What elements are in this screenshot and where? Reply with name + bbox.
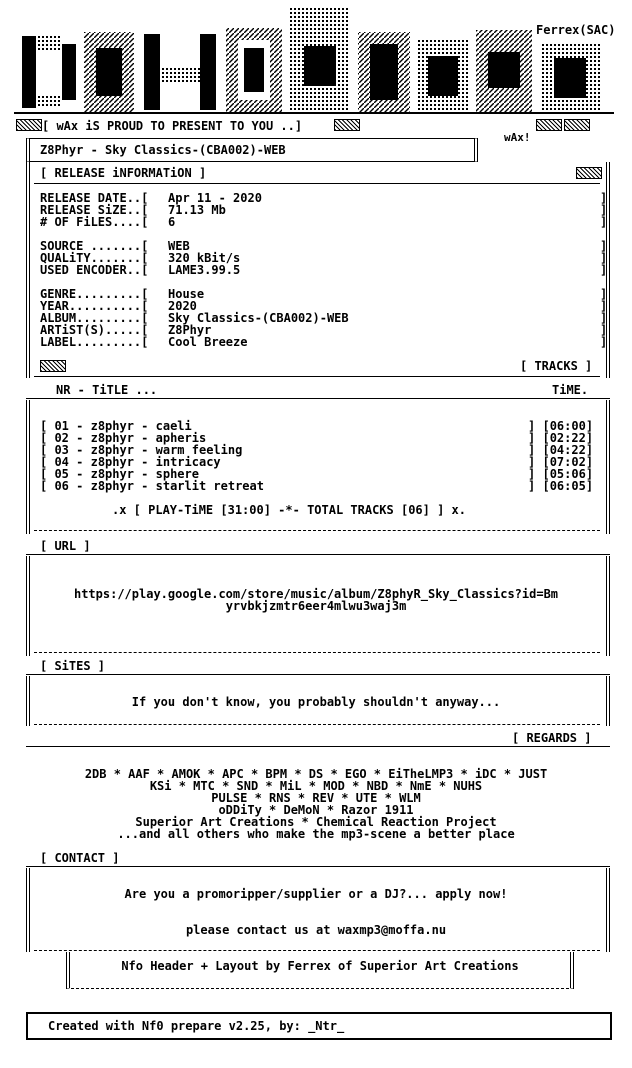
track-separator: - <box>68 479 91 493</box>
info-value: LAME3.99.5 <box>168 263 241 277</box>
divider <box>34 652 600 653</box>
tracks-col-title: NR - TiTLE ... <box>56 383 158 397</box>
release-title: Z8Phyr - Sky Classics-(CBA002)-WEB <box>40 143 286 157</box>
track-separator: - <box>68 467 91 481</box>
track-title: z8phyr - intricacy <box>90 455 221 469</box>
info-bracket: ] <box>600 203 608 217</box>
track-bracket: [ <box>40 479 55 493</box>
divider <box>34 530 600 531</box>
tracks-summary: .x [ PLAY-TiME [31:00] -*- TOTAL TRACKS [06] ] x. <box>112 503 467 517</box>
info-value: 6 <box>168 215 176 229</box>
track-bracket: [ <box>40 467 55 481</box>
hatch-deco <box>40 360 66 372</box>
info-label: RELEASE DATE..[ <box>40 191 149 205</box>
track-number: 03 <box>54 443 69 457</box>
track-bracket: [ <box>40 455 55 469</box>
track-number: 05 <box>54 467 69 481</box>
track-time: ] [06:05] <box>528 479 594 493</box>
regards-line: PULSE * RNS * REV * UTE * WLM <box>211 791 421 805</box>
divider <box>26 674 610 675</box>
info-bracket: ] <box>600 287 608 301</box>
track-time: ] [07:02] <box>528 455 594 469</box>
info-bracket: ] <box>600 299 608 313</box>
info-bracket: ] <box>600 263 608 277</box>
info-bracket: ] <box>600 215 608 229</box>
track-time-value: 02:22 <box>549 431 586 445</box>
track-separator: - <box>68 443 91 457</box>
track-number: 02 <box>54 431 69 445</box>
hatch-deco <box>576 167 602 179</box>
sites-text: If you don't know, you probably shouldn't anyway... <box>131 695 501 709</box>
regards-line: 2DB * AAF * AMOK * APC * BPM * DS * EGO * EiTheLMP3 * iDC * JUST <box>84 767 548 781</box>
contact-heading: [ CONTACT ] <box>40 851 120 865</box>
track-separator: - <box>68 455 91 469</box>
ferrex-credit: Ferrex(SAC) <box>536 23 616 37</box>
track-title: z8phyr - warm feeling <box>90 443 243 457</box>
info-label: ARTiST(S).....[ <box>40 323 149 337</box>
info-label: LABEL.........[ <box>40 335 149 349</box>
wax-ascii-logo <box>14 8 614 120</box>
track-time-value: 04:22 <box>549 443 586 457</box>
info-value: Z8Phyr <box>168 323 212 337</box>
track-number: 04 <box>54 455 69 469</box>
track-bracket: [ <box>40 431 55 445</box>
info-value: WEB <box>168 239 190 253</box>
info-label: QUALiTY.......[ <box>40 251 149 265</box>
track-separator: - <box>68 431 91 445</box>
divider <box>34 724 600 725</box>
track-title: z8phyr - sphere <box>90 467 199 481</box>
divider <box>34 950 600 951</box>
info-label: YEAR..........[ <box>40 299 149 313</box>
track-title: z8phyr - caeli <box>90 419 192 433</box>
hatch-deco <box>334 119 360 131</box>
info-label: SOURCE .......[ <box>40 239 149 253</box>
info-label: # OF FiLES....[ <box>40 215 149 229</box>
track-time-value: 05:06 <box>549 467 586 481</box>
info-label: GENRE.........[ <box>40 287 149 301</box>
track-time-value: 07:02 <box>549 455 586 469</box>
regards-heading: [ REGARDS ] <box>512 731 592 745</box>
track-time: ] [02:22] <box>528 431 594 445</box>
regards-line: Superior Art Creations * Chemical Reaction Project <box>135 815 497 829</box>
track-time: ] [06:00] <box>528 419 594 433</box>
regards-line: oDDiTy * DeMoN * Razor 1911 <box>218 803 414 817</box>
divider <box>34 376 600 377</box>
info-value: 320 kBit/s <box>168 251 241 265</box>
info-label: ALBUM.........[ <box>40 311 149 325</box>
info-bracket: ] <box>600 191 608 205</box>
info-value: House <box>168 287 205 301</box>
info-value: 2020 <box>168 299 197 313</box>
layout-credit: Nfo Header + Layout by Ferrex of Superior Art Creations <box>121 959 519 973</box>
release-info-heading: [ RELEASE iNFORMATiON ] <box>40 166 207 180</box>
info-value: Cool Breeze <box>168 335 248 349</box>
hatch-deco <box>16 119 42 131</box>
sites-heading: [ SiTES ] <box>40 659 106 673</box>
divider <box>26 746 610 747</box>
divider <box>26 398 610 399</box>
info-label: USED ENCODER..[ <box>40 263 149 277</box>
tracks-heading: [ TRACKS ] <box>520 359 593 373</box>
contact-box <box>26 868 610 952</box>
divider <box>26 554 610 555</box>
track-time-value: 06:00 <box>549 419 586 433</box>
track-number: 06 <box>54 479 69 493</box>
created-with: Created with Nf0 prepare v2.25, by: _Ntr_ <box>48 1019 345 1033</box>
info-bracket: ] <box>600 311 608 325</box>
track-title: z8phyr - starlit retreat <box>90 479 264 493</box>
regards-line: KSi * MTC * SND * MiL * MOD * NBD * NmE * NUHS <box>149 779 483 793</box>
track-row <box>40 480 602 492</box>
track-time: ] [05:06] <box>528 467 594 481</box>
info-bracket: ] <box>600 239 608 253</box>
divider <box>26 866 610 867</box>
track-time-value: 06:05 <box>549 479 586 493</box>
info-label: RELEASE SiZE..[ <box>40 203 149 217</box>
track-time: ] [04:22] <box>528 443 594 457</box>
track-bracket: [ <box>40 419 55 433</box>
track-bracket: [ <box>40 443 55 457</box>
hatch-deco <box>564 119 590 131</box>
track-separator: - <box>68 419 91 433</box>
info-bracket: ] <box>600 323 608 337</box>
hatch-deco <box>536 119 562 131</box>
track-number: 01 <box>54 419 69 433</box>
tagline: [ wAx iS PROUD TO PRESENT TO YOU ..] <box>42 119 303 133</box>
tracks-col-time: TiME. <box>552 383 589 397</box>
track-title: z8phyr - apheris <box>90 431 207 445</box>
url-heading: [ URL ] <box>40 539 91 553</box>
url-line-2[interactable]: yrvbkjzmtr6eer4mlwu3waj3m <box>225 599 407 613</box>
divider <box>34 183 600 184</box>
info-value: Apr 11 - 2020 <box>168 191 262 205</box>
info-value: Sky Classics-(CBA002)-WEB <box>168 311 349 325</box>
info-bracket: ] <box>600 251 608 265</box>
info-value: 71.13 Mb <box>168 203 226 217</box>
contact-line-1: Are you a promoripper/supplier or a DJ?... apply now! <box>124 887 508 901</box>
regards-line: ...and all others who make the mp3-scene a better place <box>117 827 515 841</box>
wax-badge: wAx! <box>504 131 531 144</box>
contact-line-2[interactable]: please contact us at waxmp3@moffa.nu <box>185 923 447 937</box>
info-bracket: ] <box>600 335 608 349</box>
url-line-1[interactable]: https://play.google.com/store/music/album/Z8phyR_Sky_Classics?id=Bm <box>73 587 559 601</box>
